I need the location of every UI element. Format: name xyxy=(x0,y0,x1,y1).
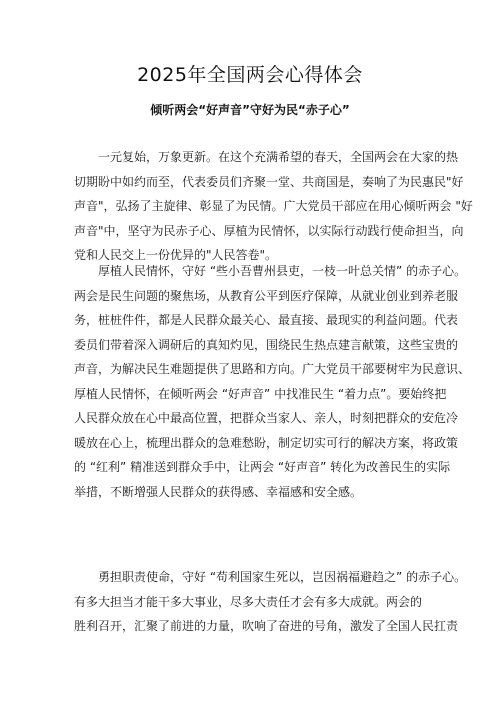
paragraph-line: 厚植人民情怀，守好 “些小吾曹州县吏，一枝一叶总关情” 的赤子心。 xyxy=(98,264,467,278)
document-title: 2025年全国两会心得体会 xyxy=(137,64,363,86)
paragraph-line: 人民群众放在心中最高位置，把群众当家人、亲人，时刻把群众的安危冷 xyxy=(74,411,459,425)
paragraph-line: 勇担职责使命，守好 “苟利国家生死以，岂因祸福避趋之” 的赤子心。 xyxy=(98,570,467,584)
paragraph-line: 切期盼中如约而至，代表委员们齐聚一堂、共商国是，奏响了为民惠民"好 xyxy=(74,174,464,189)
paragraph-line: 务，桩桩件件，都是人民群众最关心、最直接、最现实的利益问题。代表 xyxy=(74,313,459,327)
paragraph-line: 有多大担当才能干多大事业，尽多大责任才会有多大成就。两会的 xyxy=(74,594,423,609)
paragraph-line: 党和人民交上一份优异的"人民答卷"。 xyxy=(74,248,278,262)
paragraph-line: 胜利召开，汇聚了前进的力量，吹响了奋进的号角，激发了全国人民扛责 xyxy=(74,619,459,633)
paragraph-line: 委员们带着深入调研后的真知灼见，围绕民生热点建言献策，这些宝贵的 xyxy=(74,337,459,352)
paragraph-line: 的 “红利” 精准送到群众手中，让两会 “好声音” 转化为改善民生的实际 xyxy=(74,460,451,474)
paragraph-line: 厚植人民情怀，在倾听两会 “好声音” 中找准民生 “着力点”。要始终把 xyxy=(74,386,447,401)
paragraph-people-feelings xyxy=(74,259,471,504)
paragraph-line: 一元复始，万象更新。在这个充满希望的春天，全国两会在大家的热 xyxy=(98,150,459,164)
paragraph-line: 声音"中，坚守为民赤子心、厚植为民情怀，以实际行动践行使命担当，向 xyxy=(74,223,464,238)
paragraph-line: 暖放在心上，梳理出群众的急难愁盼，制定切实可行的解决方案，将政策 xyxy=(74,435,459,450)
paragraph-line: 两会是民生问题的聚焦场，从教育公平到医疗保障，从就业创业到养老服 xyxy=(74,288,459,303)
paragraph-introduction xyxy=(74,145,473,268)
paragraph-duty-mission xyxy=(74,565,467,639)
paragraph-line: 声音，为解决民生难题提供了思路和方向。广大党员干部要树牢为民意识、 xyxy=(74,362,471,376)
paragraph-line: 举措，不断增强人民群众的获得感、幸福感和安全感。 xyxy=(74,484,363,499)
document-subtitle: 倾听两会“好声音”守好为民“赤子心” xyxy=(150,103,350,117)
paragraph-line: 声音"，弘扬了主旋律、彰显了为民情。广大党员干部应在用心倾听两会 "好 xyxy=(74,199,473,213)
